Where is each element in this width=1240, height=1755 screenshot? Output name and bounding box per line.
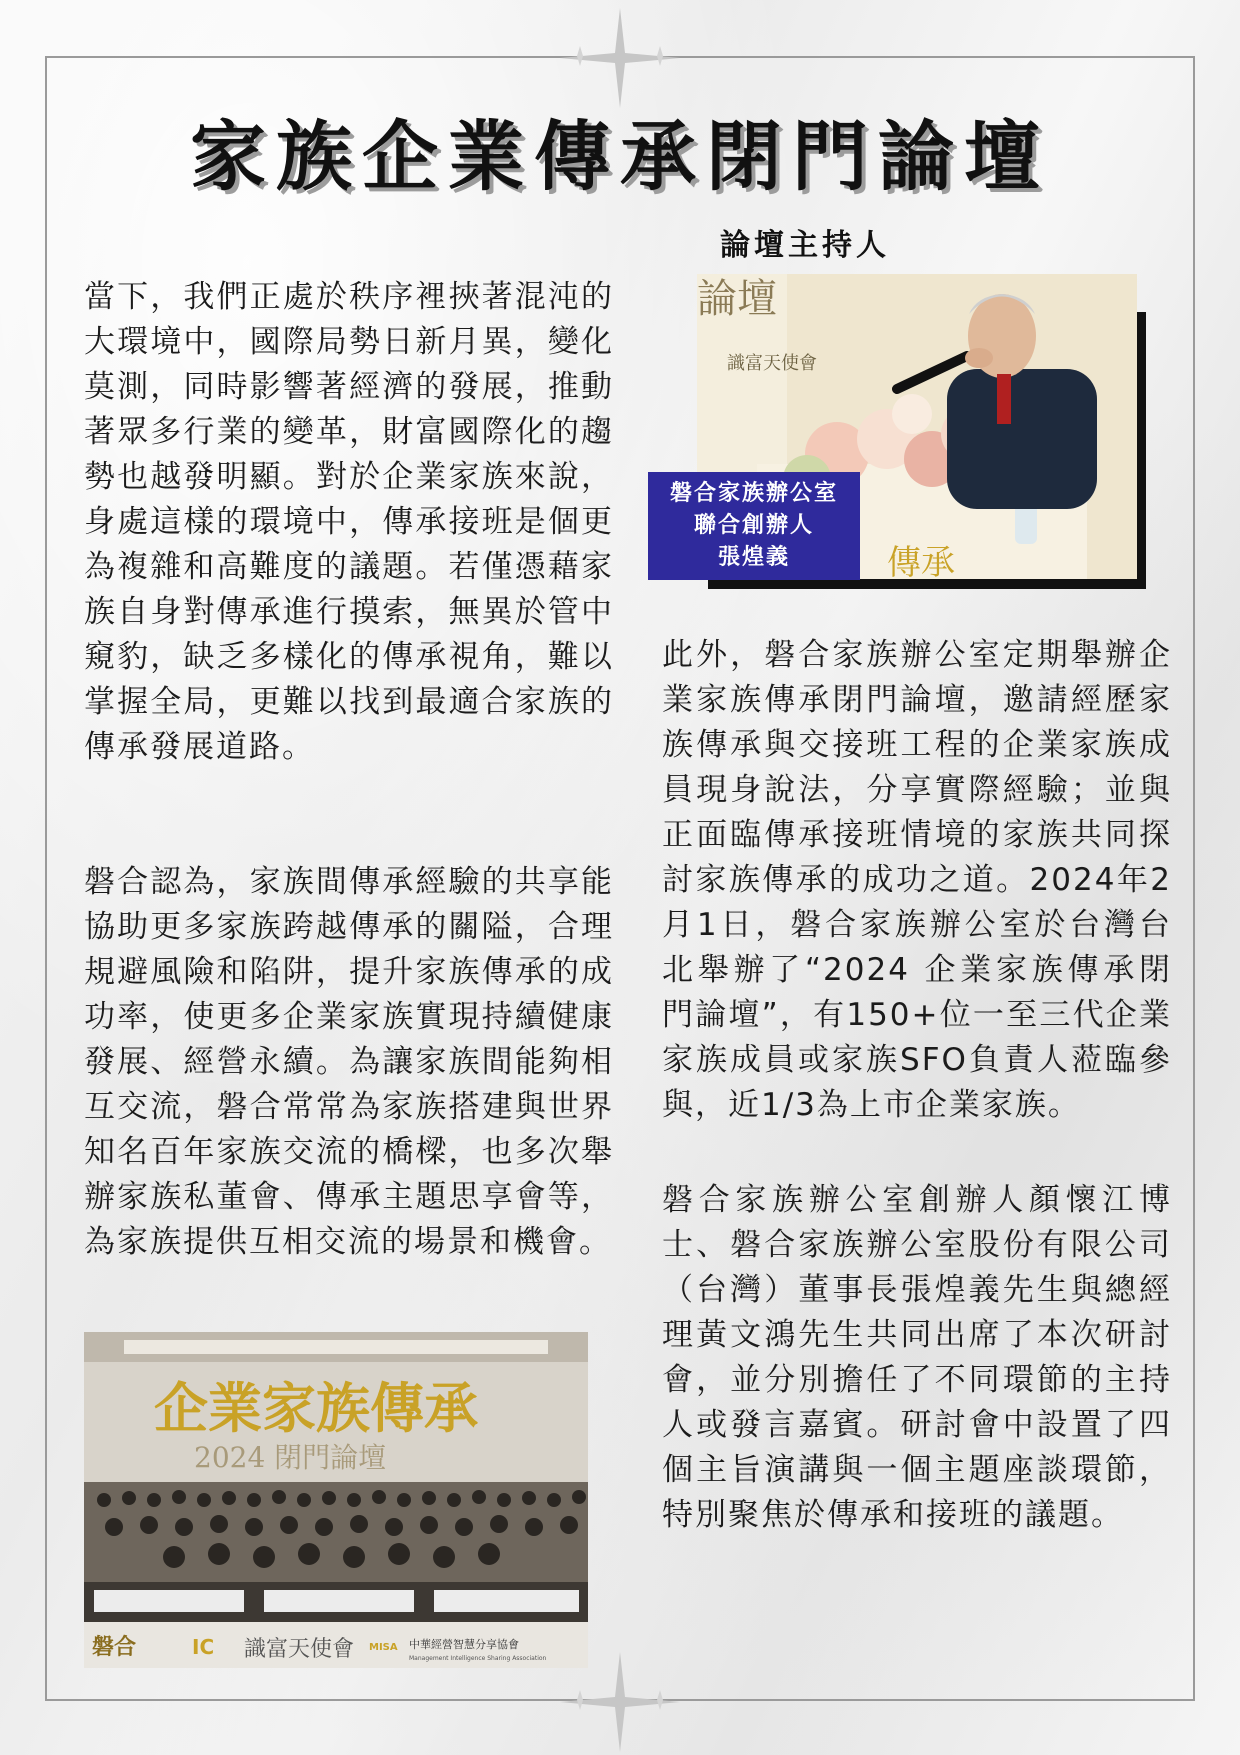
backdrop-text: 論壇	[697, 276, 777, 322]
host-label: 論壇主持人	[720, 228, 890, 263]
caption-line1: 磐合家族辦公室	[669, 481, 838, 506]
paragraph-sharing: 磐合認為，家族間傳承經驗的共享能協助更多家族跨越傳承的關隘，合理規避風險和陷阱，提升家族傳承的成功率，使更多企業家族實現持續健康發展、經營永續。為讓家族間能夠相互交流，磐合常常為家族搭建與世界知名百年家族交流的橋樑，也多次舉辦家族私董會、傳承主題思享會等，為家族提供互相交流的場景和機會。	[84, 864, 614, 1260]
caption-line3: 張煌義	[717, 545, 790, 570]
page-title: 家族企業傳承閉門論壇	[190, 112, 1050, 201]
logo-misa-en: Management Intelligence Sharing Association	[409, 1655, 547, 1662]
host-caption	[648, 472, 860, 580]
logo-angel: 識富天使會	[244, 1637, 355, 1662]
logo-panhe: 磐合	[92, 1634, 137, 1660]
group-photo	[84, 1332, 588, 1668]
paragraph-intro: 當下，我們正處於秩序裡挾著混沌的大環境中，國際局勢日新月異，變化莫測，同時影響著經濟的發展，推動著眾多行業的變革，財富國際化的趨勢也越發明顯。對於企業家族來說，身處這樣的環境中，傳承接班是個更為複雜和高難度的議題。若僅憑藉家族自身對傳承進行摸索，無異於管中窺豹，缺乏多樣化的傳承視角，難以掌握全局，更難以找到最適合家族的傳承發展道路。	[84, 279, 614, 765]
paragraph-forum: 此外，磐合家族辦公室定期舉辦企業家族傳承閉門論壇，邀請經歷家族傳承與交接班工程的企業家族成員現身說法，分享實際經驗；並與正面臨傳承接班情境的家族共同探討家族傳承的成功之道。2024年2月1日，磐合家族辦公室於台灣台北舉辦了“2024 企業家族傳承閉門論壇”，有150+位一至三代企業家族成員或家族SFO負責人蒞臨參與，近1/3為上市企業家族。	[662, 637, 1172, 1123]
paragraph-attendees: 磐合家族辦公室創辦人顏懷江博士、磐合家族辦公室股份有限公司（台灣）董事長張煌義先生與總經理黃文鴻先生共同出席了本次研討會，並分別擔任了不同環節的主持人或發言嘉賓。研討會中設置了四個主旨演講與一個主題座談環節，特別聚焦於傳承和接班的議題。	[662, 1182, 1172, 1533]
caption-line2: 聯合創辦人	[693, 513, 814, 538]
logo-misa-abbr: MISA	[369, 1642, 398, 1653]
logo-misa-name: 中華經營智慧分享協會	[409, 1638, 519, 1651]
backdrop-brand: 識富天使會	[727, 353, 817, 374]
banner-sub: 2024 閉門論壇	[194, 1441, 387, 1474]
group-photo-scene	[84, 1332, 588, 1668]
podium-text: 傳承	[887, 543, 955, 579]
banner-text: 企業家族傳承	[154, 1376, 478, 1440]
logo-ic: IC	[192, 1635, 215, 1659]
sparkle-top-icon	[560, 8, 680, 108]
